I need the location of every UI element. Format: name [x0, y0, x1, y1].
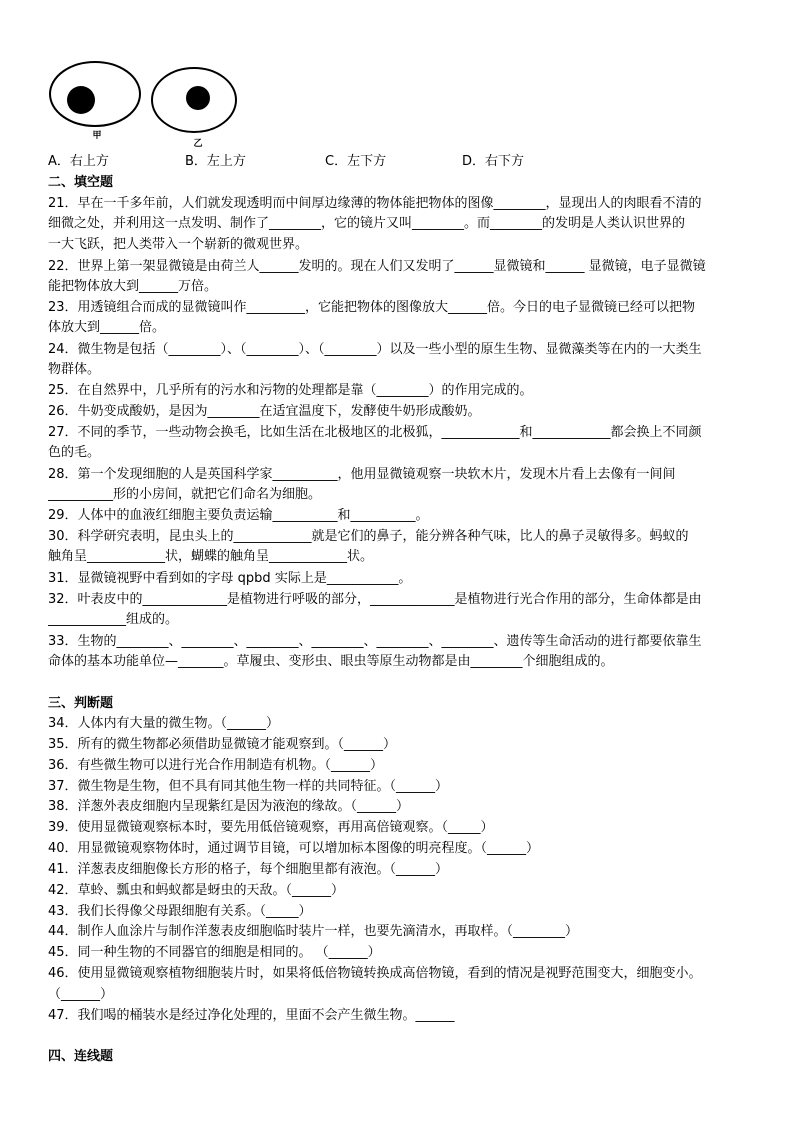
question-line: 32．叶表皮中的_____________是植物进行呼吸的部分，_____________是植物进行光合作用的部分，生命体都是由: [48, 592, 702, 607]
section-heading-fill-blank: 二、填空题: [48, 175, 114, 190]
question-line: 能把物体放大到______万倍。: [48, 279, 218, 294]
question-line: 34．人体内有大量的微生物。（______）: [48, 716, 280, 731]
question-line: 物群体。: [48, 362, 101, 377]
question-line: 31．显微镜视野中看到如的字母 qpbd 实际上是___________。: [48, 571, 412, 586]
question-line: 23．用透镜组合而成的显微镜叫作_________，它能把物体的图像放大______倍。今日的电子显微镜已经可以把物: [48, 300, 696, 315]
question-line: 体放大到______倍。: [48, 320, 166, 335]
question-line: 36．有些微生物可以进行光合作用制造有机物。（______）: [48, 758, 384, 773]
question-line: 40．用显微镜观察物体时，通过调节目镜，可以增加标本图像的明亮程度。（______）: [48, 841, 540, 856]
question-line: 26．牛奶变成酸奶，是因为________在适宜温度下，发酵使牛奶形成酸奶。: [48, 404, 481, 419]
dot-yi: [186, 86, 210, 110]
question-line: 色的毛。: [48, 445, 101, 460]
label-yi: 乙: [193, 139, 203, 149]
label-jia: 甲: [92, 131, 102, 141]
question-line: 43．我们长得像父母跟细胞有关系。（_____）: [48, 904, 312, 919]
option-c: C．左下方: [325, 154, 387, 169]
question-line: 46．使用显微镜观察植物细胞装片时，如果将低倍物镜转换成高倍物镜，看到的情况是视野范围变大，细胞变小。: [48, 966, 702, 981]
question-line: 触角呈____________状，蝴蝶的触角呈____________状。: [48, 549, 374, 564]
question-line: 44．制作人血涂片与制作洋葱表皮细胞临时装片一样，也要先滴清水，再取样。（________）: [48, 924, 579, 939]
dot-jia: [67, 86, 95, 114]
question-line: 41．洋葱表皮细胞像长方形的格子，每个细胞里都有液泡。（______）: [48, 862, 449, 877]
question-line: 42．草蛉、瓢虫和蚂蚁都是蚜虫的天敌。（______）: [48, 883, 345, 898]
question-line: 24．微生物是包括（________）、（________）、（________）以及一些小型的原生生物、显微藻类等在内的一大类生: [48, 342, 702, 357]
question-line: 39．使用显微镜观察标本时，要先用低倍镜观察，再用高倍镜观察。（_____）: [48, 820, 494, 835]
question-line: 38．洋葱外表皮细胞内呈现紫红是因为液泡的缘故。（______）: [48, 799, 410, 814]
answer-options: [48, 152, 748, 172]
question-line: 21．早在一千多年前，人们就发现透明而中间厚边缘薄的物体能把物体的图像________，显现出人的肉眼看不清的: [48, 196, 702, 211]
question-line: 命体的基本功能单位—_______。草履虫、变形虫、眼虫等原生动物都是由________个细胞组成的。: [48, 654, 614, 669]
question-line: 29．人体中的血液红细胞主要负责运输__________和__________。: [48, 508, 429, 523]
question-line: 45．同一种生物的不同器官的细胞是相同的。 （______）: [48, 945, 381, 960]
option-b: B．左上方: [185, 154, 246, 169]
question-line: 25．在自然界中，几乎所有的污水和污物的处理都是靠（________）的作用完成的。: [48, 383, 533, 398]
section-heading-judgement: 三、判断题: [48, 696, 114, 711]
question-line: 30．科学研究表明，昆虫头上的____________就是它们的鼻子，能分辨各种气味，比人的鼻子灵敏得多。蚂蚁的: [48, 529, 689, 544]
question-line: （______）: [48, 987, 114, 1002]
question-line: 37．微生物是生物，但不具有同其他生物一样的共同特征。（______）: [48, 779, 449, 794]
view-circle-jia: [50, 62, 140, 126]
question-line: 28．第一个发现细胞的人是英国科学家__________，他用显微镜观察一块软木片，发现木片看上去像有一间间: [48, 467, 676, 482]
question-line: 33．生物的________、________、________、________、________、________、遗传等生命活动的进行都要依靠生: [48, 634, 702, 649]
question-line: ____________组成的。: [48, 612, 179, 627]
question-line: 27．不同的季节，一些动物会换毛，比如生活在北极地区的北极狐，____________和____________都会换上不同颜: [48, 425, 702, 440]
question-line: 一大飞跃，把人类带入一个崭新的微观世界。: [48, 237, 309, 252]
question-line: 22．世界上第一架显微镜是由荷兰人______发明的。现在人们又发明了______显微镜和______ 显微镜，电子显微镜: [48, 259, 706, 274]
question-line: 47．我们喝的桶装水是经过净化处理的，里面不会产生微生物。______: [48, 1008, 455, 1023]
microscope-view-figure: [48, 58, 238, 150]
question-line: 细微之处，并利用这一点发明、制作了________，它的镜片又叫________。而________的发明是人类认识世界的: [48, 216, 686, 231]
question-line: __________形的小房间，就把它们命名为细胞。: [48, 487, 322, 502]
question-line: 35．所有的微生物都必须借助显微镜才能观察到。（______）: [48, 737, 397, 752]
option-a: A．右上方: [48, 154, 109, 169]
section-heading-matching: 四、连线题: [48, 1049, 114, 1064]
option-d: D．右下方: [462, 154, 525, 169]
